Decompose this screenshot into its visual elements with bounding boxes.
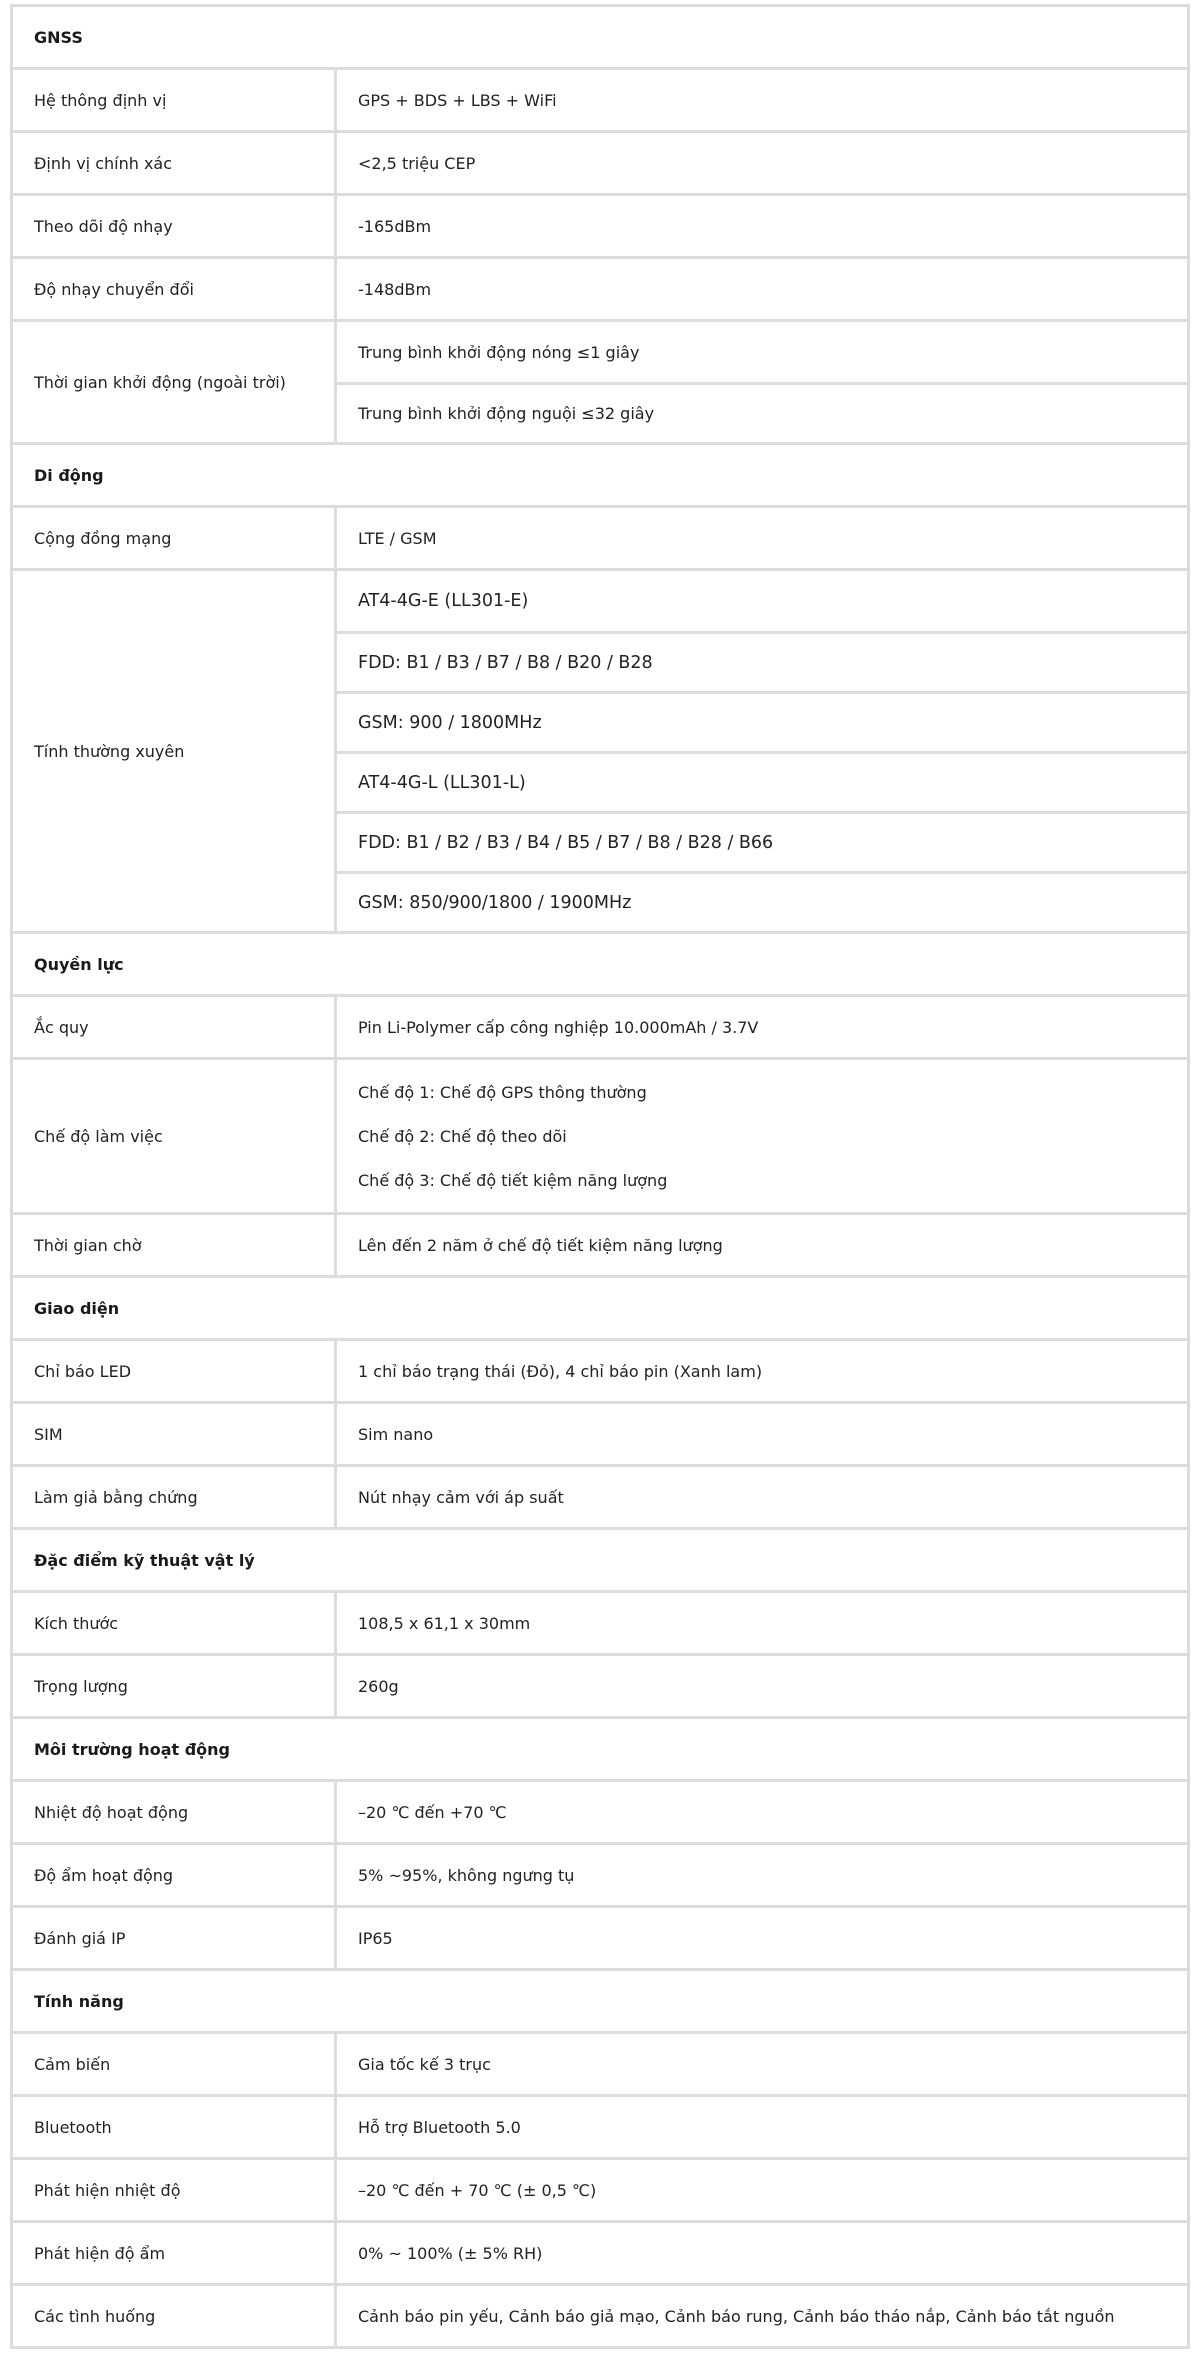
spec-values	[337, 2034, 1187, 2094]
spec-label: Chỉ báo LED	[13, 1341, 337, 1401]
spec-label: Cộng đồng mạng	[13, 508, 337, 568]
spec-label: Bluetooth	[13, 2097, 337, 2157]
spec-label: Chế độ làm việc	[13, 1060, 337, 1212]
spec-row	[10, 2031, 1190, 2094]
spec-values	[337, 2286, 1187, 2346]
spec-values	[337, 322, 1187, 442]
spec-value: 0% ~ 100% (± 5% RH)	[358, 2243, 543, 2263]
spec-row	[10, 1401, 1190, 1464]
spec-table	[10, 4, 1190, 2349]
spec-values	[337, 2223, 1187, 2283]
spec-value: Chế độ 1: Chế độ GPS thông thường	[358, 1082, 647, 1102]
spec-value: GPS + BDS + LBS + WiFi	[358, 90, 557, 110]
spec-value: 5% ~95%, không ngưng tụ	[358, 1865, 575, 1885]
spec-values	[337, 1656, 1187, 1716]
spec-values	[337, 70, 1187, 130]
spec-value: Lên đến 2 năm ở chế độ tiết kiệm năng lượng	[358, 1235, 723, 1255]
spec-row	[10, 319, 1190, 442]
spec-values	[337, 1908, 1187, 1968]
spec-row	[10, 1338, 1190, 1401]
spec-row	[10, 256, 1190, 319]
spec-row	[10, 994, 1190, 1057]
spec-row	[10, 1779, 1190, 1842]
spec-value: Cảnh báo pin yếu, Cảnh báo giả mạo, Cảnh báo rung, Cảnh báo tháo nắp, Cảnh báo tắt nguồn	[358, 2306, 1115, 2326]
spec-values	[337, 1404, 1187, 1464]
spec-row	[10, 1653, 1190, 1716]
spec-row	[10, 1590, 1190, 1653]
spec-values	[337, 1060, 1187, 1212]
spec-label: Thời gian khởi động (ngoài trời)	[13, 322, 337, 442]
spec-value: GSM: 900 / 1800MHz	[337, 691, 1187, 751]
spec-label: Nhiệt độ hoạt động	[13, 1782, 337, 1842]
spec-label: Định vị chính xác	[13, 133, 337, 193]
spec-label: Tính thường xuyên	[13, 571, 337, 931]
spec-row	[10, 568, 1190, 931]
section-header-tinh-nang: Tính năng	[10, 1968, 1190, 2031]
spec-value: –20 ℃ đến +70 ℃	[358, 1802, 507, 1822]
spec-row	[10, 1057, 1190, 1212]
section-header-moi-truong-hoat-dong: Môi trường hoạt động	[10, 1716, 1190, 1779]
spec-value: Trung bình khởi động nguội ≤32 giây	[337, 382, 1187, 442]
spec-values	[337, 1215, 1187, 1275]
spec-value: Trung bình khởi động nóng ≤1 giây	[358, 342, 640, 362]
spec-row	[10, 67, 1190, 130]
spec-label: Hệ thông định vị	[13, 70, 337, 130]
spec-values	[337, 997, 1187, 1057]
spec-row	[10, 1212, 1190, 1275]
section-header-di-dong: Di động	[10, 442, 1190, 505]
spec-row	[10, 130, 1190, 193]
spec-label: Phát hiện độ ẩm	[13, 2223, 337, 2283]
spec-row	[10, 2094, 1190, 2157]
spec-value: AT4-4G-E (LL301-E)	[358, 591, 529, 611]
spec-values	[337, 1341, 1187, 1401]
spec-value: FDD: B1 / B2 / B3 / B4 / B5 / B7 / B8 / B28 / B66	[337, 811, 1187, 871]
spec-label: Trọng lượng	[13, 1656, 337, 1716]
spec-value: LTE / GSM	[358, 528, 437, 548]
spec-value: Gia tốc kế 3 trục	[358, 2054, 491, 2074]
spec-values	[337, 133, 1187, 193]
spec-values	[337, 1467, 1187, 1527]
section-header-gnss: GNSS	[10, 4, 1190, 67]
spec-label: SIM	[13, 1404, 337, 1464]
spec-values	[337, 1782, 1187, 1842]
spec-value: –20 ℃ đến + 70 ℃ (± 0,5 ℃)	[358, 2180, 597, 2200]
spec-value: Hỗ trợ Bluetooth 5.0	[358, 2117, 521, 2137]
spec-values	[337, 2097, 1187, 2157]
spec-values	[337, 1593, 1187, 1653]
spec-label: Độ nhạy chuyển đổi	[13, 259, 337, 319]
section-header-giao-dien: Giao diện	[10, 1275, 1190, 1338]
spec-label: Làm giả bằng chứng	[13, 1467, 337, 1527]
spec-value: IP65	[358, 1928, 393, 1948]
spec-values	[337, 196, 1187, 256]
spec-value: Chế độ 3: Chế độ tiết kiệm năng lượng	[358, 1170, 668, 1190]
spec-label: Các tình huống	[13, 2286, 337, 2346]
spec-row	[10, 2220, 1190, 2283]
spec-value: 1 chỉ báo trạng thái (Đỏ), 4 chỉ báo pin (Xanh lam)	[358, 1361, 763, 1381]
spec-value: <2,5 triệu CEP	[358, 153, 476, 173]
spec-value: 108,5 x 61,1 x 30mm	[358, 1613, 531, 1633]
spec-value: GSM: 850/900/1800 / 1900MHz	[337, 871, 1187, 931]
spec-value: Nút nhạy cảm với áp suất	[358, 1487, 564, 1507]
spec-row	[10, 193, 1190, 256]
spec-row	[10, 1905, 1190, 1968]
spec-value: FDD: B1 / B3 / B7 / B8 / B20 / B28	[337, 631, 1187, 691]
spec-values	[337, 1845, 1187, 1905]
spec-values	[337, 2160, 1187, 2220]
spec-label: Theo dõi độ nhạy	[13, 196, 337, 256]
spec-label: Kích thước	[13, 1593, 337, 1653]
spec-row	[10, 1464, 1190, 1527]
spec-values	[337, 259, 1187, 319]
spec-value: -148dBm	[358, 279, 432, 299]
spec-row	[10, 505, 1190, 568]
spec-row	[10, 1842, 1190, 1905]
spec-label: Đánh giá IP	[13, 1908, 337, 1968]
spec-value: Chế độ 2: Chế độ theo dõi	[358, 1126, 567, 1146]
spec-value: AT4-4G-L (LL301-L)	[337, 751, 1187, 811]
spec-label: Độ ẩm hoạt động	[13, 1845, 337, 1905]
section-header-quyen-luc: Quyền lực	[10, 931, 1190, 994]
section-header-dac-diem-ky-thuat-vat-ly: Đặc điểm kỹ thuật vật lý	[10, 1527, 1190, 1590]
spec-label: Ắc quy	[13, 997, 337, 1057]
spec-value: Sim nano	[358, 1424, 434, 1444]
spec-row	[10, 2157, 1190, 2220]
spec-value: -165dBm	[358, 216, 432, 236]
spec-label: Thời gian chờ	[13, 1215, 337, 1275]
spec-label: Cảm biến	[13, 2034, 337, 2094]
spec-values	[337, 508, 1187, 568]
spec-value: 260g	[358, 1676, 399, 1696]
spec-label: Phát hiện nhiệt độ	[13, 2160, 337, 2220]
spec-row	[10, 2283, 1190, 2349]
spec-values	[337, 571, 1187, 931]
spec-value: Pin Li-Polymer cấp công nghiệp 10.000mAh / 3.7V	[358, 1017, 759, 1037]
